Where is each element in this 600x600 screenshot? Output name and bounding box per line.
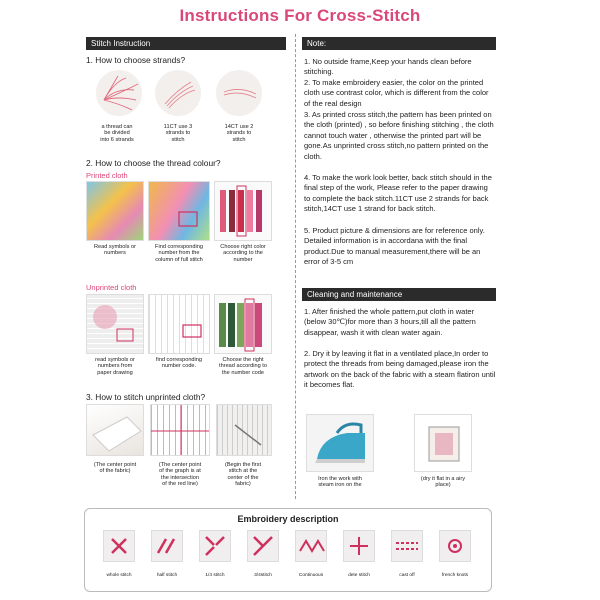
note-item-2: 2. To make embroidery easier, the color on the printed cloth use contrast color, which is different from the color of the real design xyxy=(304,78,489,108)
step2-heading: 2. How to choose the thread colour? xyxy=(86,158,221,168)
stitch-french-knots-label: french knots xyxy=(441,573,469,578)
stitch-dete-label: dete stitch xyxy=(348,573,370,578)
fabric-center-photo xyxy=(86,404,144,456)
stitch-cast-off-label: cast off xyxy=(399,573,415,578)
cleaning-header: Cleaning and maintenance xyxy=(302,288,496,301)
strands-photo-2 xyxy=(155,70,201,116)
steam-iron-photo xyxy=(306,414,374,472)
unprinted-cloth-photo-1 xyxy=(86,294,144,354)
printed-caption-2: Find corresponding number from the column of full stitch xyxy=(155,244,203,263)
unprinted-cloth-threads-photo xyxy=(214,294,272,354)
stitch-three-quarter-label: 3/4stitch xyxy=(254,573,272,578)
stitch-continuous xyxy=(288,530,334,578)
stitch-french-knots xyxy=(432,530,478,578)
note-item-4: 4. To make the work look better, back stitch should in the final step of the work, Please refer to the paper drawing to complete the back stitch.11CT use 2 strands for back stitch,14CT use 1 strand for back stitch. xyxy=(304,173,492,214)
stitch-quarter-label: 1/4 stitch xyxy=(205,573,225,578)
embroidery-title: Embroidery description xyxy=(237,514,339,524)
stitch-continuous-label: Continuous xyxy=(298,573,324,578)
step1-heading: 1. How to choose strands? xyxy=(86,55,186,65)
dry-caption: (dry it flat in a airy place) xyxy=(420,476,466,489)
stitch-half xyxy=(144,530,190,578)
printed-caption-1: Read symbols or numbers xyxy=(94,244,136,257)
step3-heading: 3. How to stitch unprinted cloth? xyxy=(86,392,206,402)
note-item-5: 5. Product picture & dimensions are for reference only. Detailed information is in accordana with the final product.Due to manual measurement,there will be an error of 3-5 cm xyxy=(304,226,485,267)
graph-center-photo xyxy=(150,404,210,456)
unprinted-caption-3: Choose the right thread according to the number code xyxy=(219,357,267,376)
unprinted-cloth-label: Unprinted cloth xyxy=(86,283,137,292)
unprinted-caption-1: read symbols or numbers from paper drawing xyxy=(95,357,135,376)
note-item-3: 3. As printed cross stitch,the pattern has been printed on the cloth (printed) , so before finishing stitching , the cloth cannot touch water , otherwise the printed part will be gone.As unprinted cross stitch,no pattern printed on the cloth. xyxy=(304,110,494,161)
stitch-three-quarter xyxy=(240,530,286,578)
step3-caption-2: (The center point of the graph is at the intersection of the red line) xyxy=(158,462,202,488)
column-divider xyxy=(295,34,296,499)
stitch-quarter xyxy=(192,530,238,578)
first-stitch-photo xyxy=(216,404,272,456)
dry-flat-photo xyxy=(414,414,472,472)
stitch-dete xyxy=(336,530,382,578)
cleaning-item-1: 1. After finished the whole pattern,put cloth in water (below 30℃)for more than 3 hours,till all the pattern disappear, wash it with clean water again. xyxy=(304,307,476,337)
unprinted-caption-2: find corresponding number code. xyxy=(155,357,203,370)
page-title: Instructions For Cross-Stitch xyxy=(179,6,421,25)
strands-caption-1: a thread can be divided into 6 strands xyxy=(100,124,134,143)
printed-cloth-threads-photo xyxy=(214,181,272,241)
step3-caption-1: (The center point of the fabric) xyxy=(93,462,137,475)
step3-caption-3: (Begin the first stitch at the center of the fabric) xyxy=(224,462,262,488)
note-item-1: 1. No outside frame,Keep your hands clean before stitching. xyxy=(304,57,472,77)
strands-photo-3 xyxy=(216,70,262,116)
strands-caption-2: 11CT use 3 strands to stitch xyxy=(163,124,193,143)
stitch-whole xyxy=(96,530,142,578)
stitch-cast-off xyxy=(384,530,430,578)
printed-cloth-photo-1 xyxy=(86,181,144,241)
stitch-instruction-header: Stitch Instruction xyxy=(86,37,286,50)
cleaning-item-2: 2. Dry it by leaving it flat in a ventilated place,In order to protect the threads from being damaged,please iron the artwork on the back of the fabric with a steam flatiron until it becomes flat. xyxy=(304,349,496,390)
strands-photo-1 xyxy=(96,70,142,116)
printed-caption-3: Choose right color according to the number xyxy=(220,244,266,263)
unprinted-cloth-photo-2 xyxy=(148,294,210,354)
printed-cloth-label: Printed cloth xyxy=(86,171,128,180)
stitch-whole-label: whole stitch xyxy=(106,573,132,578)
stitch-half-label: half stitch xyxy=(156,573,178,578)
strands-caption-3: 14CT use 2 strands to stitch xyxy=(224,124,254,143)
iron-caption: Iron the work with steam iron on the xyxy=(318,476,362,489)
note-header: Note: xyxy=(302,37,496,50)
printed-cloth-photo-2 xyxy=(148,181,210,241)
